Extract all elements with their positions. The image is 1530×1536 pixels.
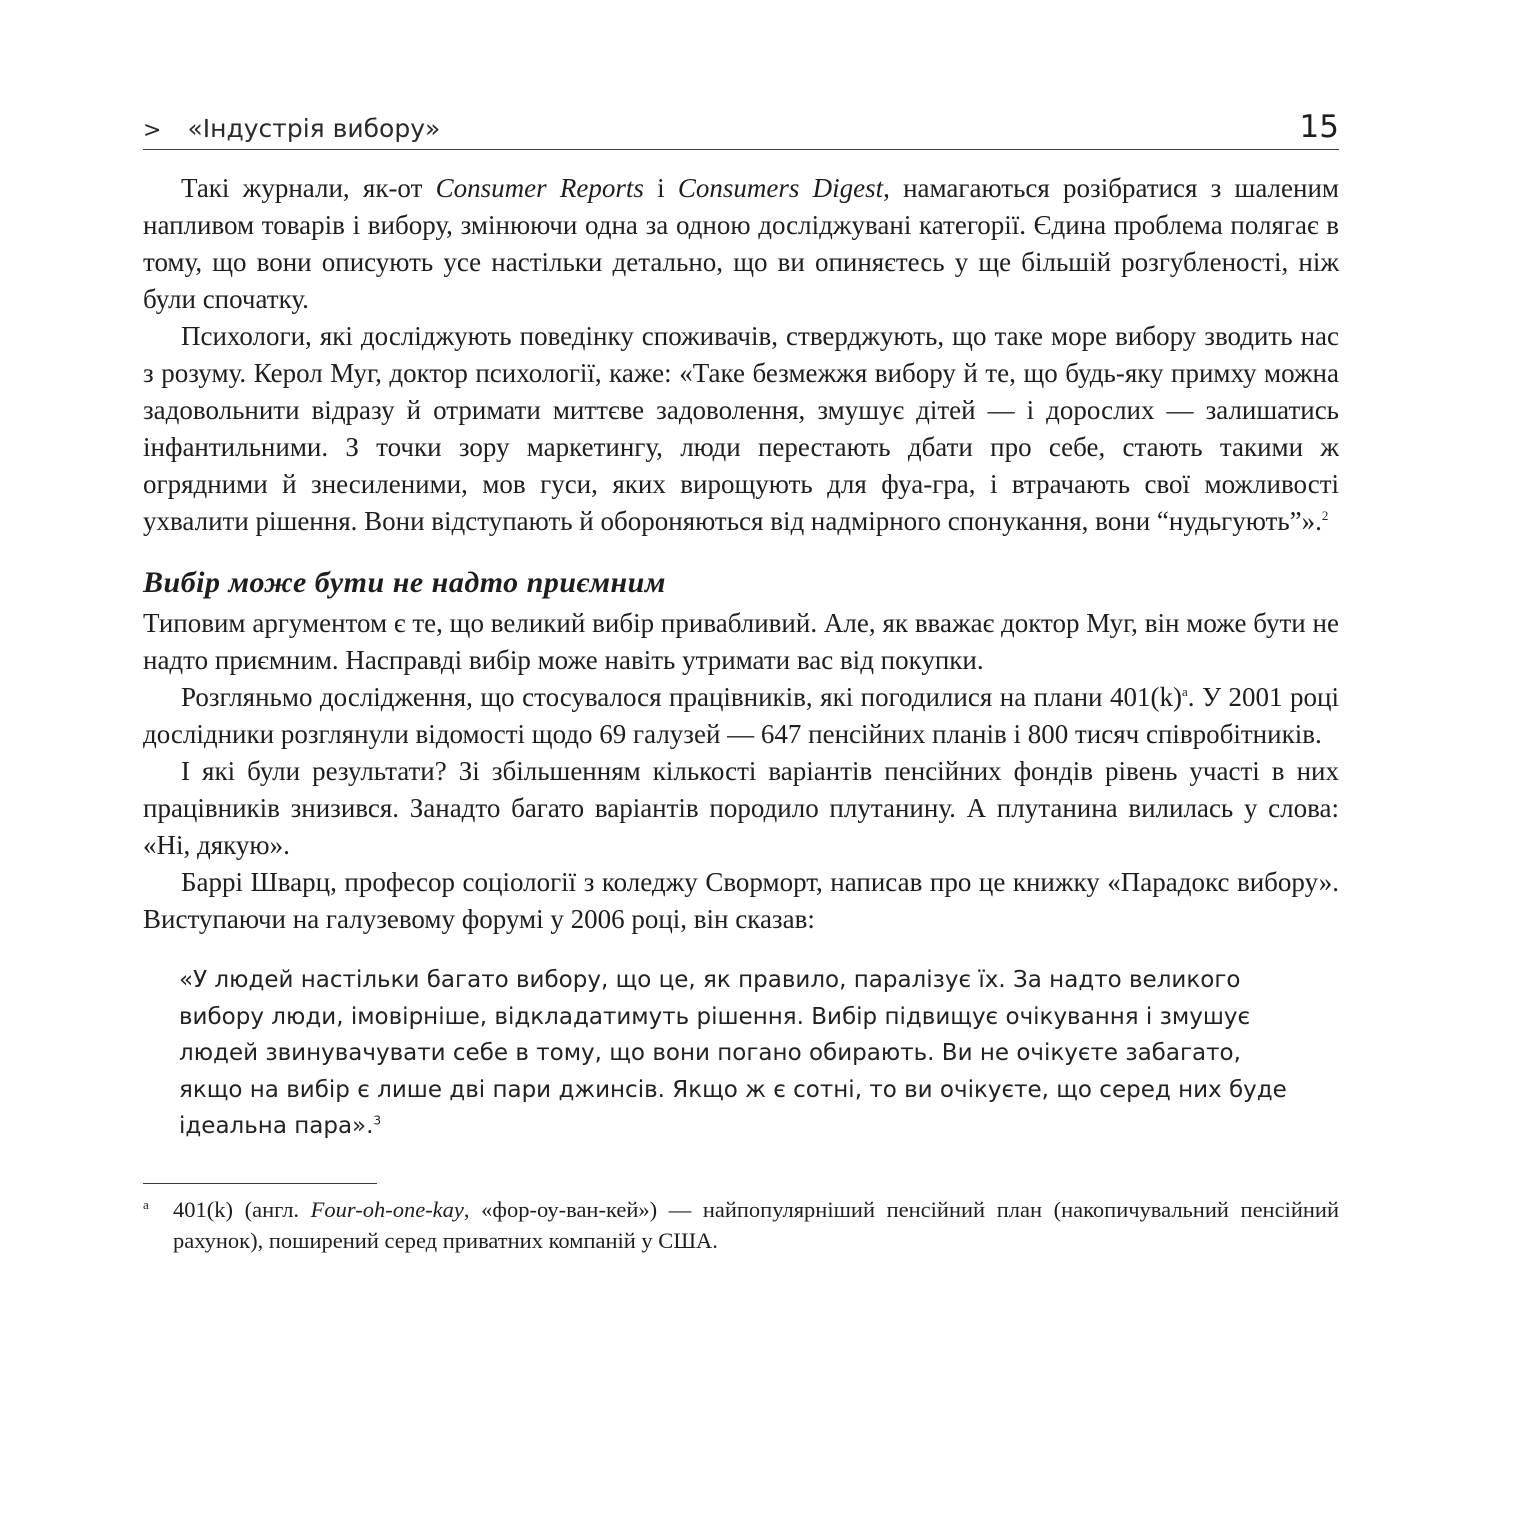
paragraph-2: Психологи, які досліджують поведінку споживачів, стверджують, що таке море вибору зводить нас з розуму. Керол Муг, доктор психології, каже: «Таке безмежжя вибору й те, що будь-яку примху можна задовольнити відразу й отримати миттєве задоволення, змушує дітей — і дорослих — залишатись інфантильними. З точки зору маркетингу, люди перестають дбати про себе, стають такими ж огрядними й знесиленими, мов гуси, яких вирощують для фуа-гра, і втрачають свої можливості ухвалити рішення. Вони відступають й обороняються від надмірного спонукання, вони “нудьгують”».$^2$ bbox=[143, 321, 1339, 536]
magazine-title-consumers-digest: Consumers Digest bbox=[677, 173, 884, 203]
section-heading: Вибір може бути не надто приємним bbox=[143, 566, 666, 599]
magazine-title-consumer-reports: Consumer Reports bbox=[435, 173, 644, 203]
paragraph-5: І які були результати? Зі збільшенням кількості варіантів пенсійних фондів рівень участі в них працівників знизився. Занадто багато варіантів породило плутанину. А плутанина вилилась у слова: «Ні, дякую». bbox=[143, 756, 1339, 860]
footnote-text: 401(k) (англ. Four-oh-one-kay, «фор-оу-ван-кей») — найпопулярніший пенсійний план (накопичувальний пенсійний рахунок), поширений серед приватних компаній у США. bbox=[173, 1196, 1340, 1253]
page-number: 15 bbox=[1299, 109, 1339, 145]
footnote-ref-a: а bbox=[1181, 684, 1188, 699]
chapter-title: «Індустрія вибору» bbox=[187, 114, 441, 143]
footnote-ref-3: 3 bbox=[373, 1113, 382, 1128]
running-header bbox=[143, 109, 1339, 150]
paragraph-6: Баррі Шварц, професор соціології з коледжу Сворморт, написав про це книжку «Парадокс вибору». Виступаючи на галузевому форумі у 2006 році, він сказав: bbox=[143, 867, 1339, 934]
chevron-right-icon: > bbox=[143, 118, 162, 143]
footnote-divider bbox=[143, 1183, 377, 1184]
paragraph-3: Типовим аргументом є те, що великий вибір привабливий. Але, як вважає доктор Муг, він може бути не надто приємним. Насправді вибір може навіть утримати вас від покупки. bbox=[143, 608, 1339, 675]
running-header-left bbox=[143, 114, 440, 143]
main-text bbox=[143, 170, 1339, 938]
footnote-ref-2: 2 bbox=[1321, 508, 1329, 523]
footnote bbox=[143, 1194, 1339, 1256]
paragraph-1: Такі журнали, як-от Consumer Reports і Consumers Digest, намагаються розібратися з шаленим напливом товарів і вибору, змінюючи одна за одною досліджувані категорії. Єдина проблема полягає в тому, що вони описують усе настільки детально, що ви опиняєтесь у ще більшій розгубленості, ніж були спочатку. bbox=[143, 173, 1339, 314]
book-page bbox=[143, 109, 1340, 1256]
block-quote: «У людей настільки багато вибору, що це, як правило, паралізує їх. За надто великого вибору люди, імовірніше, відкладатимуть рішення. Вибір підвищує очікування і змушує людей звинувачувати себе в тому, що вони погано обирають. Ви не очікуєте забагато, якщо на вибір є лише дві пари джинсів. Якщо ж є сотні, то ви очікуєте, що серед них буде ідеальна пара».$^3$ bbox=[179, 967, 1287, 1139]
footnote-mark: а bbox=[143, 1196, 149, 1212]
paragraph-4: Розгляньмо дослідження, що стосувалося працівників, які погодилися на плани $401(k)^а$. У 2001 році дослідники розглянули відомості щодо 69 галузей — 647 пенсійних планів і 800 тисяч співробітників. bbox=[143, 682, 1339, 749]
